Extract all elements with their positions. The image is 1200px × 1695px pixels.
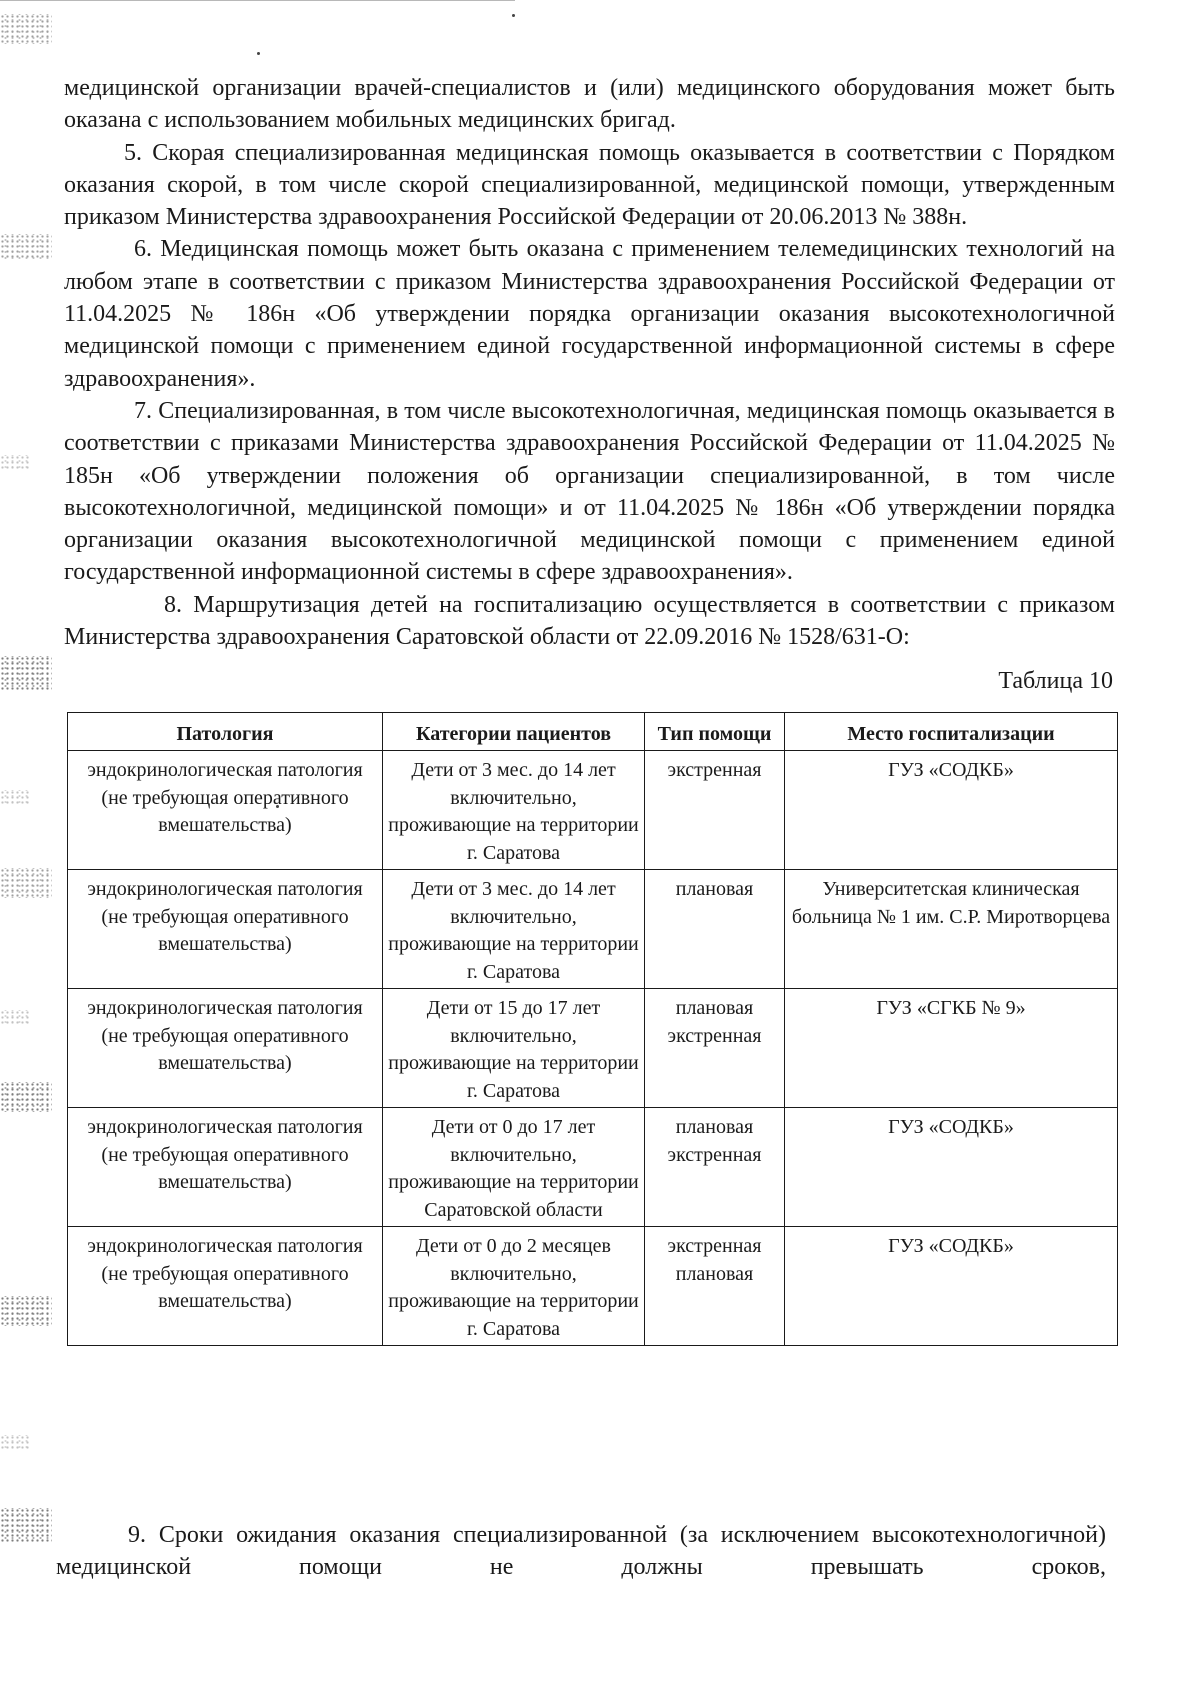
header-patient-category: Категории пациентов <box>383 712 645 751</box>
table-row <box>68 1108 1118 1227</box>
cell-pathology: эндокринологическая патология (не требующая оперативного вмешательства) <box>68 751 383 870</box>
paragraph-5: 5. Скорая специализированная медицинская помощь оказывается в соответствии с Порядком оказания скорой, в том числе скорой специализированной, медицинской помощи, утвержденным приказом Министерства здравоохранения Российской Федерации от 20.06.2013 № 388н. <box>64 139 1115 231</box>
aid-type-value: плановая <box>675 878 754 901</box>
cell-patient-category: Дети от 3 мес. до 14 лет включительно, проживающие на территории г. Саратова <box>383 751 645 870</box>
cell-pathology: эндокринологическая патология (не требующая оперативного вмешательства) <box>68 989 383 1108</box>
punch-hole-mark <box>0 790 30 804</box>
cell-patient-category: Дети от 0 до 17 лет включительно, проживающие на территории Саратовской области <box>383 1108 645 1227</box>
cell-hospital: Университетская клиническая больница № 1 им. С.Р. Миротворцева <box>785 870 1118 989</box>
paragraph-continuation: медицинской организации врачей-специалистов и (или) медицинского оборудования может быть оказана с использованием мобильных медицинских бригад. <box>64 75 1115 134</box>
punch-hole-mark <box>0 1010 30 1024</box>
scan-speck <box>512 14 515 17</box>
aid-type-value: плановая <box>675 997 754 1020</box>
aid-type-value: экстренная <box>667 1143 762 1166</box>
paragraph-9: 9. Сроки ожидания оказания специализированной (за исключением высокотехнологичной) медицинской помощи не должны превышать сроков, <box>56 1522 1106 1580</box>
paragraph-8: 8. Маршрутизация детей на госпитализацию осуществляется в соответствии с приказом Министерства здравоохранения Саратовской области от 22.09.2016 № 1528/631-О: <box>64 591 1115 651</box>
cell-pathology: эндокринологическая патология (не требующая оперативного вмешательства) <box>68 1108 383 1227</box>
aid-type-value: экстренная <box>667 1235 762 1258</box>
paragraph-7: 7. Специализированная, в том числе высокотехнологичная, медицинская помощь оказывается в соответствии с приказами Министерства здравоохранения Российской Федерации от 11.04.2025 № 185н «Об утверждении положения об организации специализированной, в том числе высокотехнологичной, медицинской помощи» и от 11.04.2025 № 186н «Об утверждении порядка организации оказания высокотехнологичной медицинской помощи с применением единой государственной информационной системы в сфере здравоохранения». <box>64 397 1115 586</box>
table-caption: Таблица 10 <box>998 668 1113 695</box>
cell-patient-category: Дети от 0 до 2 месяцев включительно, проживающие на территории г. Саратова <box>383 1227 645 1346</box>
punch-hole-mark <box>0 1435 30 1449</box>
document-body <box>64 72 1115 1346</box>
cell-pathology: эндокринологическая патология (не требующая оперативного вмешательства) <box>68 870 383 989</box>
aid-type-value: экстренная <box>667 1024 762 1047</box>
cell-hospital: ГУЗ «СГКБ № 9» <box>785 989 1118 1108</box>
paragraph-6: 6. Медицинская помощь может быть оказана с применением телемедицинских технологий на любом этапе в соответствии с приказом Министерства здравоохранения Российской Федерации от 11.04.2025 № 186н «Об утверждении порядка организации оказания высокотехнологичной медицинской помощи с применением единой государственной информационной системы в сфере здравоохранения». <box>64 236 1115 392</box>
cell-aid-type <box>645 870 785 989</box>
cell-patient-category: Дети от 15 до 17 лет включительно, проживающие на территории г. Саратова <box>383 989 645 1108</box>
table-row <box>68 989 1118 1108</box>
table-header-row <box>68 712 1118 751</box>
routing-table <box>67 712 1118 1347</box>
cell-aid-type <box>645 989 785 1108</box>
punch-hole-mark <box>0 455 30 469</box>
header-pathology: Патология <box>68 712 383 751</box>
table-row <box>68 1227 1118 1346</box>
cell-aid-type <box>645 751 785 870</box>
table-row <box>68 870 1118 989</box>
punch-hole-mark <box>0 656 52 690</box>
aid-type-value: плановая <box>675 1116 754 1139</box>
punch-hole-mark <box>0 1508 52 1542</box>
cell-patient-category: Дети от 3 мес. до 14 лет включительно, проживающие на территории г. Саратова <box>383 870 645 989</box>
aid-type-value: плановая <box>675 1262 754 1285</box>
punch-hole-mark <box>0 1296 52 1326</box>
scan-speck <box>257 52 260 55</box>
cell-hospital: ГУЗ «СОДКБ» <box>785 1108 1118 1227</box>
cell-aid-type <box>645 1227 785 1346</box>
punch-hole-mark <box>0 868 52 898</box>
cell-pathology: эндокринологическая патология (не требующая оперативного вмешательства) <box>68 1227 383 1346</box>
aid-type-value: экстренная <box>667 759 762 782</box>
punch-hole-mark <box>0 14 52 44</box>
header-hospital: Место госпитализации <box>785 712 1118 751</box>
header-aid-type: Тип помощи <box>645 712 785 751</box>
paragraph-9-block <box>56 1519 1106 1583</box>
punch-hole-mark <box>0 1082 52 1112</box>
cell-hospital: ГУЗ «СОДКБ» <box>785 751 1118 870</box>
scan-top-line <box>0 0 515 1</box>
punch-hole-mark <box>0 234 52 260</box>
cell-aid-type <box>645 1108 785 1227</box>
table-row <box>68 751 1118 870</box>
cell-hospital: ГУЗ «СОДКБ» <box>785 1227 1118 1346</box>
